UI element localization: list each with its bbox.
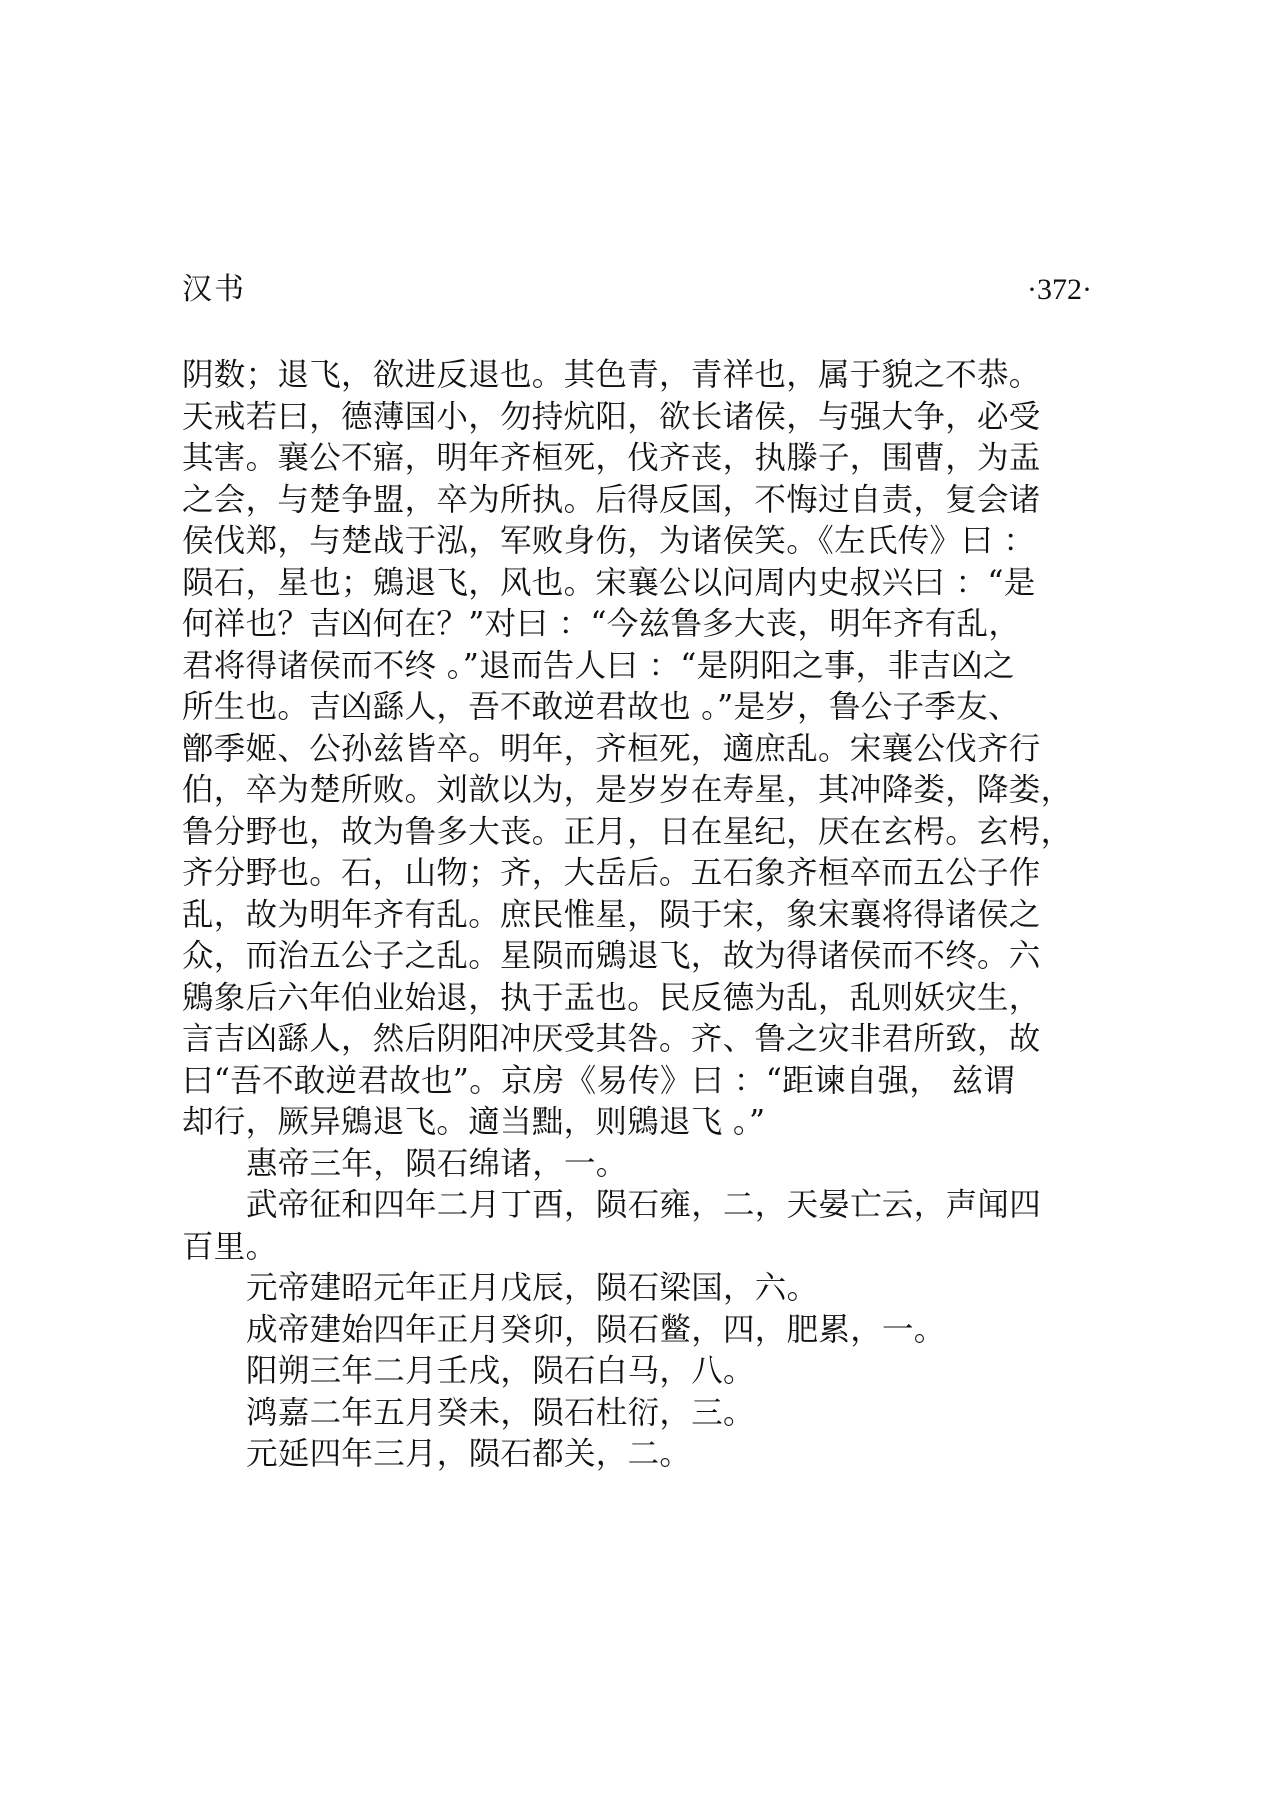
text-line: 阴数；退飞，欲进反退也。其色青，青祥也，属于貌之不恭。 xyxy=(182,357,1041,393)
book-title: 汉书 xyxy=(182,272,246,307)
paragraph-line: 武帝征和四年二月丁酉，陨石雍，二，天晏亡云，声闻四 xyxy=(246,1187,1042,1223)
text-line: 却行，厥异鶂退飞。適当黜，则鶂退飞 。” xyxy=(182,1104,766,1140)
text-line: 伯，卒为楚所败。刘歆以为，是岁岁在寿星，其冲降娄，降娄， xyxy=(182,772,1073,808)
text-line: 乱，故为明年齐有乱。庶民惟星，陨于宋，象宋襄将得诸侯之 xyxy=(182,896,1041,933)
text-line: 鄫季姬、公孙兹皆卒。明年，齐桓死，適庶乱。宋襄公伐齐行 xyxy=(182,730,1041,767)
paragraph-continuation-line: 百里。 xyxy=(182,1228,278,1265)
text-line: 齐分野也。石，山物；齐，大岳后。五石象齐桓卒而五公子作 xyxy=(182,855,1041,891)
text-line: 言吉凶繇人，然后阴阳冲厌受其咎。齐、鲁之灾非君所致，故 xyxy=(182,1021,1041,1057)
text-line: 鲁分野也，故为鲁多大丧。正月，日在星纪，厌在玄枵。玄枵， xyxy=(182,813,1073,850)
paragraph-line: 阳朔三年二月壬戌，陨石白马，八。 xyxy=(246,1353,755,1389)
text-line: 鶂象后六年伯业始退，执于盂也。民反德为乱，乱则妖灾生， xyxy=(182,979,1041,1016)
body-text xyxy=(182,355,1082,1476)
text-line: 众，而治五公子之乱。星陨而鶂退飞，故为得诸侯而不终。六 xyxy=(182,938,1041,974)
paragraph-line: 成帝建始四年正月癸卯，陨石鳖，四，肥累，一。 xyxy=(246,1311,946,1348)
text-line: 天戒若曰，德薄国小，勿持炕阳，欲长诸侯，与强大争，必受 xyxy=(182,398,1041,435)
text-line: 侯伐郑，与楚战于泓，军败身伤，为诸侯笑。《左氏传》曰 ： xyxy=(182,523,1036,559)
page-header xyxy=(182,270,1092,310)
page-number: ·372· xyxy=(1027,273,1092,306)
paragraph-line: 惠帝三年，陨石绵诸，一。 xyxy=(246,1145,628,1182)
paragraph-line: 元延四年三月，陨石都关，二。 xyxy=(246,1436,692,1472)
text-line: 何祥也？吉凶何在？”对曰 ：“今兹鲁多大丧，明年齐有乱， xyxy=(182,606,1021,642)
text-line: 曰“吾不敢逆君故也”。京房《易传》曰 ：“距谏自强， 兹谓 xyxy=(182,1062,1016,1099)
paragraph-line: 元帝建昭元年正月戊辰，陨石梁国，六。 xyxy=(246,1270,819,1306)
text-line: 君将得诸侯而不终 。”退而告人曰 ：“是阴阳之事，非吉凶之 xyxy=(182,647,1015,684)
text-line: 陨石，星也；鶂退飞，风也。宋襄公以问周内史叔兴曰 ：“是 xyxy=(182,564,1036,601)
text-line: 之会，与楚争盟，卒为所执。后得反国，不悔过自责，复会诸 xyxy=(182,481,1041,518)
text-line: 其害。襄公不寤，明年齐桓死，伐齐丧，执滕子，围曹，为盂 xyxy=(182,440,1041,476)
text-line: 所生也。吉凶繇人，吾不敢逆君故也 。”是岁，鲁公子季友、 xyxy=(182,689,1020,725)
paragraph-line: 鸿嘉二年五月癸未，陨石杜衍，三。 xyxy=(246,1394,755,1431)
